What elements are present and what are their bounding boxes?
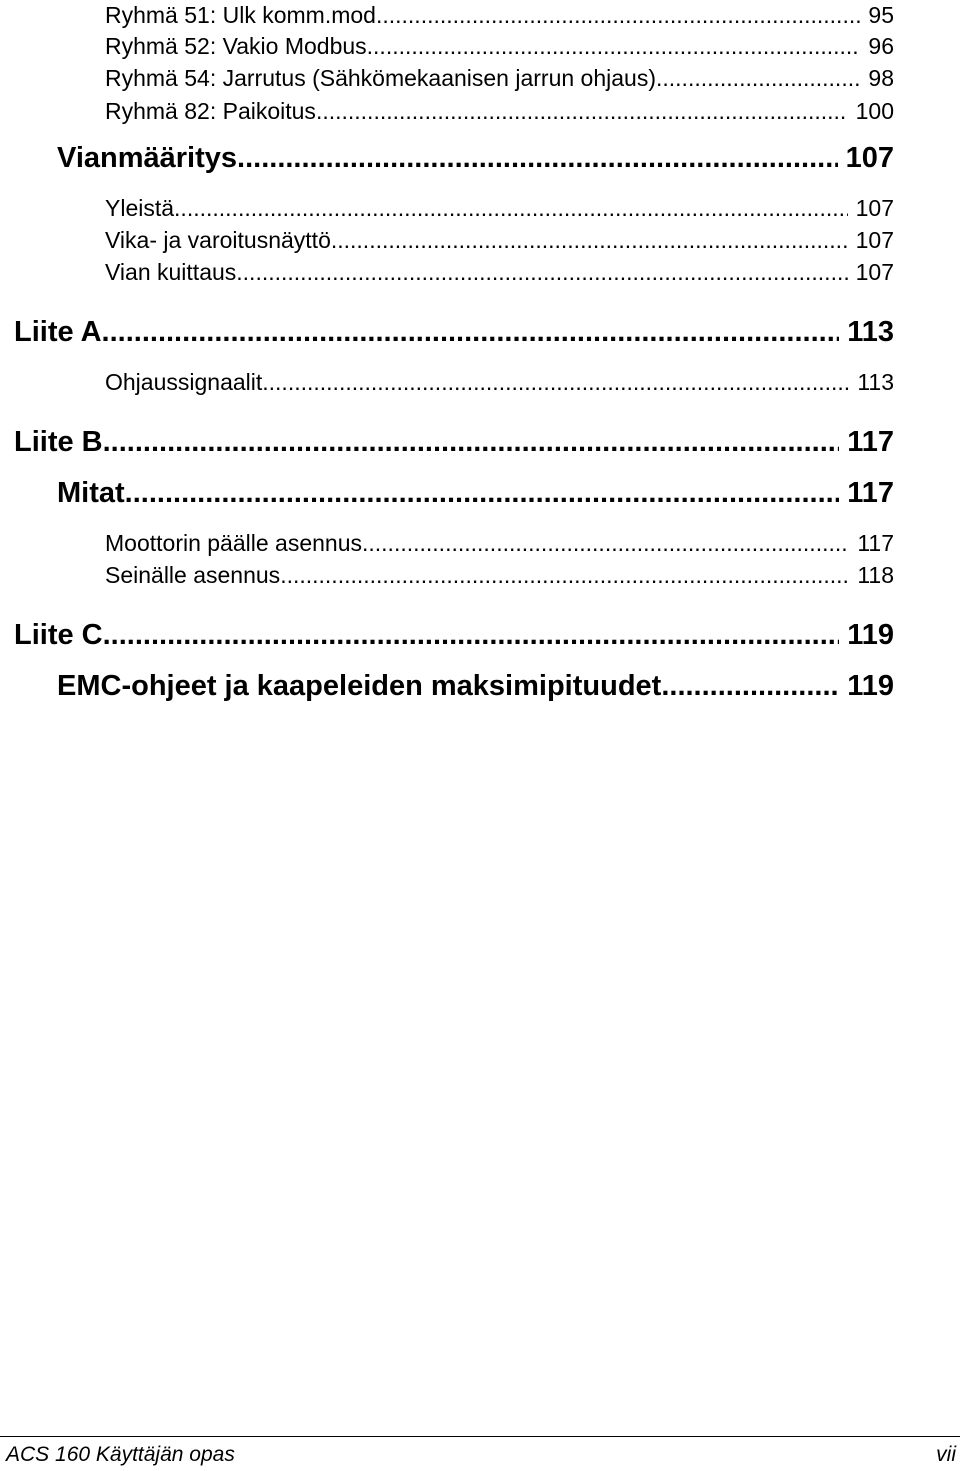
toc-entry-title: Yleistä — [105, 195, 175, 221]
toc-leader-dots — [367, 31, 861, 61]
toc-entry-title: Liite A — [14, 316, 102, 348]
toc-entry-title: Ryhmä 51: Ulk komm.mod. — [105, 2, 383, 28]
toc-entry-title: Ryhmä 54: Jarrutus (Sähkömekaanisen jarrun ohjaus) — [105, 65, 656, 91]
toc-entry-title: Ryhmä 52: Vakio Modbus — [105, 33, 367, 59]
toc-entry[interactable] — [0, 96, 894, 126]
toc-entry[interactable] — [0, 367, 894, 397]
toc-leader-dots — [102, 313, 840, 351]
toc-entry-title: Moottorin päälle asennus — [105, 530, 362, 556]
toc-entry-page: 117 — [857, 530, 894, 556]
toc-entry-page: 107 — [855, 259, 894, 285]
toc-entry-page: 107 — [855, 195, 894, 221]
toc-entry[interactable] — [0, 63, 894, 93]
footer-divider — [0, 1436, 960, 1437]
toc-leader-dots — [262, 367, 849, 397]
toc-leader-dots — [237, 139, 838, 177]
toc-entry-page: 96 — [868, 33, 894, 59]
toc-entry-page: 95 — [868, 2, 894, 28]
toc-leader-dots — [331, 225, 848, 255]
toc-leader-dots — [656, 63, 860, 93]
toc-entry-page: 113 — [847, 316, 894, 348]
toc-entry-appendix[interactable] — [0, 313, 894, 351]
toc-entry-page: 113 — [857, 369, 894, 395]
toc-entry-chapter[interactable] — [0, 667, 894, 705]
toc-entry-title: Vianmääritys — [57, 142, 238, 174]
toc-entry-chapter[interactable] — [0, 474, 894, 512]
toc-entry-page: 119 — [847, 670, 894, 702]
toc-leader-dots — [661, 667, 839, 705]
toc-entry-page: 117 — [847, 477, 894, 509]
toc-entry[interactable] — [0, 257, 894, 287]
toc-entry[interactable] — [0, 193, 894, 223]
toc-entry-title: EMC-ohjeet ja kaapeleiden maksimipituudet — [57, 670, 662, 702]
toc-entry-page: 100 — [855, 98, 894, 124]
toc-entry-page: 107 — [855, 227, 894, 253]
toc-entry-title: Liite C — [14, 619, 103, 651]
toc-leader-dots — [236, 257, 847, 287]
toc-entry[interactable] — [0, 0, 894, 30]
toc-leader-dots — [125, 474, 840, 512]
toc-entry-title: Mitat — [57, 477, 125, 509]
toc-entry-title: Ryhmä 82: Paikoitus — [105, 98, 316, 124]
toc-entry-title: Ohjaussignaalit — [105, 369, 263, 395]
toc-entry-title: Vika- ja varoitusnäyttö — [105, 227, 331, 253]
toc-entry-title: Seinälle asennus — [105, 562, 281, 588]
toc-entry-title: Vian kuittaus — [105, 259, 237, 285]
toc-entry-appendix[interactable] — [0, 423, 894, 461]
toc-leader-dots — [362, 528, 849, 558]
toc-entry-chapter[interactable] — [0, 139, 894, 177]
toc-leader-dots — [174, 193, 848, 223]
footer-page-number: vii — [936, 1443, 956, 1466]
toc-entry[interactable] — [0, 225, 894, 255]
toc-entry[interactable] — [0, 31, 894, 61]
toc-entry-page: 118 — [857, 562, 894, 588]
toc-leader-dots — [103, 423, 840, 461]
toc-entry-appendix[interactable] — [0, 616, 894, 654]
toc-entry-title: Liite B — [14, 426, 103, 458]
toc-entry[interactable] — [0, 528, 894, 558]
toc-leader-dots — [382, 0, 860, 30]
toc-leader-dots — [103, 616, 840, 654]
footer-document-title: ACS 160 Käyttäjän opas — [6, 1443, 235, 1466]
toc-leader-dots — [316, 96, 848, 126]
toc-entry-page: 119 — [847, 619, 894, 651]
toc-entry-page: 98 — [868, 65, 894, 91]
toc-entry-page: 107 — [845, 142, 894, 174]
toc-entry[interactable] — [0, 560, 894, 590]
toc-entry-page: 117 — [847, 426, 894, 458]
toc-leader-dots — [280, 560, 849, 590]
